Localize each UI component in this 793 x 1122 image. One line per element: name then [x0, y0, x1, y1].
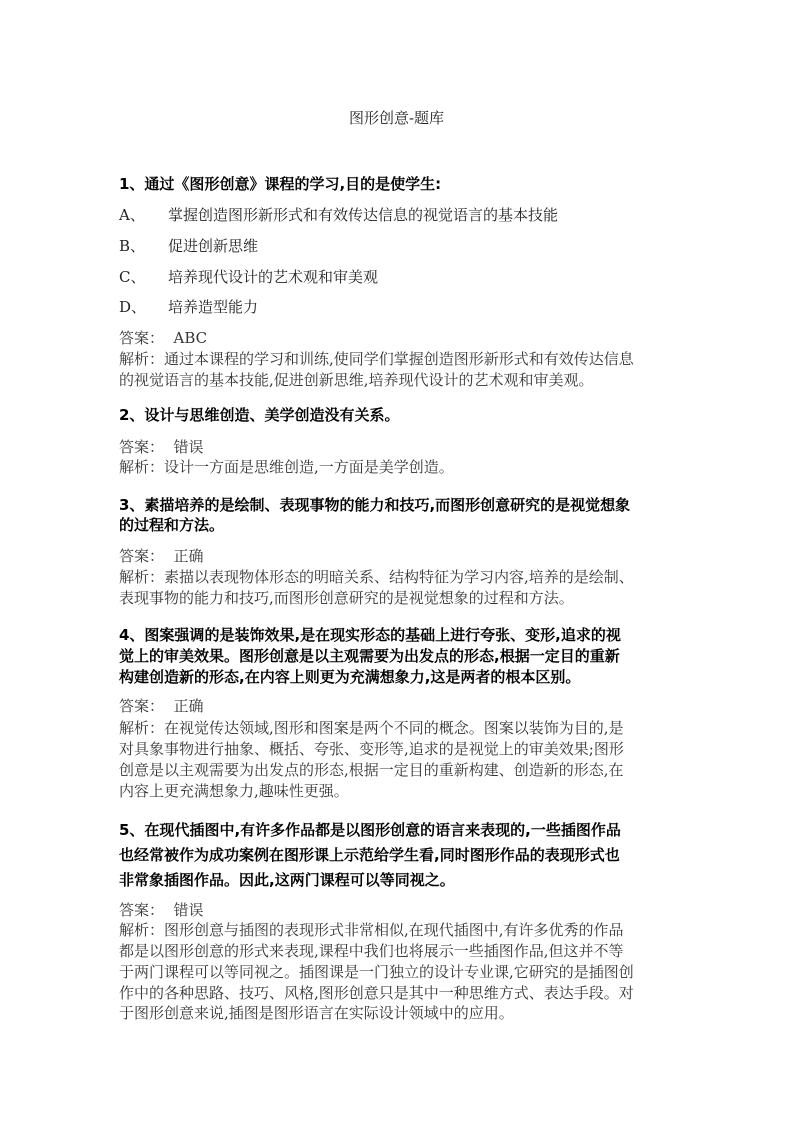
analysis-4-line: 对具象事物进行抽象、概括、夸张、变形等,追求的是视觉上的审美效果;图形 [119, 740, 624, 758]
answer-2: 答案： 错误 [119, 438, 204, 456]
analysis-5-line: 于图形创意来说,插图是图形语言在实际设计领域中的应用。 [119, 1004, 514, 1022]
question-4-line: 觉上的审美效果。图形创意是以主观需要为出发点的形态,根据一定目的重新 [119, 647, 620, 665]
analysis-1-line: 解析：通过本课程的学习和训练,使同学们掌握创造图形新形式和有效传达信息 [119, 350, 634, 368]
answer-5: 答案： 错误 [119, 901, 204, 919]
analysis-3-line: 表现事物的能力和技巧,而图形创意研究的是视觉想象的过程和方法。 [119, 589, 574, 607]
option-b-label: B、 [119, 237, 146, 255]
option-d-label: D、 [119, 298, 147, 316]
analysis-4-line: 内容上更充满想象力,趣味性更强。 [119, 782, 349, 800]
analysis-5-line: 都是以图形创意的形式来表现,课程中我们也将展示一些插图作品,但这并不等 [119, 942, 624, 960]
option-a-text: 掌握创造图形新形式和有效传达信息的视觉语言的基本技能 [168, 206, 559, 224]
answer-3: 答案： 正确 [119, 547, 204, 565]
question-3-line: 的过程和方法。 [119, 516, 225, 534]
question-2: 2、设计与思维创造、美学创造没有关系。 [119, 406, 400, 424]
analysis-1-line: 的视觉语言的基本技能,促进创新思维,培养现代设计的艺术观和审美观。 [119, 371, 594, 389]
option-c-label: C、 [119, 268, 146, 286]
analysis-4-line: 创意是以主观需要为出发点的形态,根据一定目的重新构建、创造新的形态,在 [119, 761, 624, 779]
analysis-4-line: 解析：在视觉传达领域,图形和图案是两个不同的概念。图案以装饰为目的,是 [119, 719, 624, 737]
option-d-text: 培养造型能力 [168, 298, 259, 316]
answer-1: 答案： ABC [119, 329, 208, 347]
analysis-2-line: 解析：设计一方面是思维创造,一方面是美学创造。 [119, 458, 454, 476]
document-title: 图形创意-题库 [348, 109, 445, 127]
option-b-text: 促进创新思维 [168, 237, 259, 255]
analysis-5-line: 于两门课程可以等同视之。插图课是一门独立的设计专业课,它研究的是插图创 [119, 963, 634, 981]
question-5-line: 非常象插图作品。因此,这两门课程可以等同视之。 [119, 871, 455, 889]
option-a-label: A、 [119, 206, 145, 224]
analysis-5-line: 解析：图形创意与插图的表现形式非常相似,在现代插图中,有许多优秀的作品 [119, 921, 624, 939]
question-4-line: 4、图案强调的是装饰效果,是在现实形态的基础上进行夸张、变形,追求的视 [119, 626, 621, 644]
question-1: 1、通过《图形创意》课程的学习,目的是使学生: [119, 175, 442, 193]
question-5-line: 5、在现代插图中,有许多作品都是以图形创意的语言来表现的,一些插图作品 [119, 821, 621, 839]
analysis-3-line: 解析：素描以表现物体形态的明暗关系、结构特征为学习内容,培养的是绘制、 [119, 568, 634, 586]
option-c-text: 培养现代设计的艺术观和审美观 [168, 268, 379, 286]
answer-4: 答案： 正确 [119, 697, 204, 715]
question-4-line: 构建创造新的形态,在内容上则更为充满想象力,这是两者的根本区别。 [119, 668, 581, 686]
question-3-line: 3、素描培养的是绘制、表现事物的能力和技巧,而图形创意研究的是视觉想象 [119, 496, 631, 514]
question-5-line: 也经常被作为成功案例在图形课上示范给学生看,同时图形作品的表现形式也 [119, 846, 620, 864]
analysis-5-line: 作中的各种思路、技巧、风格,图形创意只是其中一种思维方式、表达手段。对 [119, 984, 634, 1002]
